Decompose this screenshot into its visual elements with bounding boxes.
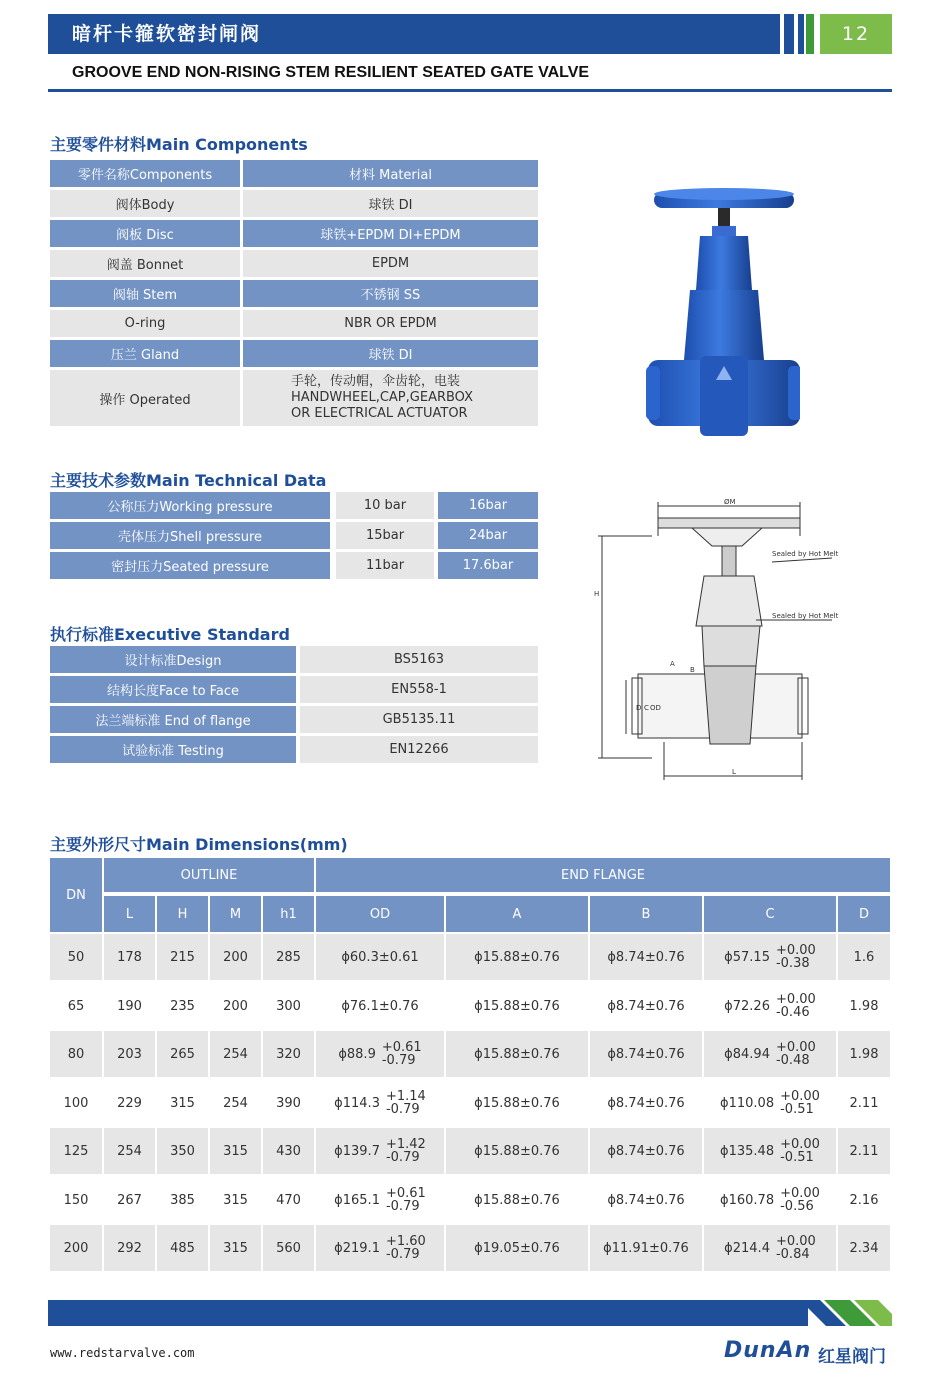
tolerance-lower: -0.84 bbox=[775, 1247, 810, 1262]
dimension-base: ϕ114.3 bbox=[334, 1095, 380, 1111]
component-material bbox=[243, 370, 538, 426]
dimension-cell: 254 bbox=[210, 1080, 261, 1126]
dimension-base: ϕ139.7 bbox=[334, 1143, 380, 1159]
dimension-col-header: L bbox=[104, 896, 155, 932]
dimension-cell: 350 bbox=[157, 1128, 208, 1174]
dimension-base: ϕ160.78 bbox=[720, 1192, 775, 1208]
tolerance bbox=[386, 1235, 426, 1261]
dimension-col-header: A bbox=[446, 896, 588, 932]
tolerance bbox=[780, 1187, 820, 1213]
dimension-cell: ϕ8.74±0.76 bbox=[590, 934, 702, 980]
standard-heading: 执行标准Executive Standard bbox=[50, 625, 290, 644]
dimension-cell: 315 bbox=[210, 1225, 261, 1271]
dimension-cell: 315 bbox=[210, 1177, 261, 1223]
dimension-cell: ϕ8.74±0.76 bbox=[590, 983, 702, 1029]
components-heading: 主要零件材料Main Components bbox=[50, 135, 308, 154]
dimension-cell: ϕ60.3±0.61 bbox=[316, 934, 444, 980]
dimension-cell bbox=[704, 934, 836, 980]
dimension-col-header: M bbox=[210, 896, 261, 932]
drawing-label-od: OD bbox=[650, 704, 661, 712]
dimension-cell bbox=[704, 983, 836, 1029]
dimension-cell: 2.11 bbox=[838, 1080, 890, 1126]
dimension-cell: ϕ19.05±0.76 bbox=[446, 1225, 588, 1271]
tolerance-upper: +0.00 bbox=[775, 1234, 816, 1249]
valve-drawing bbox=[592, 496, 842, 786]
dimension-base: ϕ57.15 bbox=[724, 949, 770, 965]
dimension-cell: 2.34 bbox=[838, 1225, 890, 1271]
dimension-cell: 1.98 bbox=[838, 1031, 890, 1077]
tolerance-lower: -0.79 bbox=[381, 1053, 416, 1068]
dimension-cell: 315 bbox=[210, 1128, 261, 1174]
component-name: 阀轴 Stem bbox=[50, 280, 240, 307]
dimension-cell bbox=[316, 1177, 444, 1223]
component-material: 不锈钢 SS bbox=[243, 280, 538, 307]
standard-value: EN558-1 bbox=[300, 676, 538, 703]
dimension-base: ϕ135.48 bbox=[720, 1143, 775, 1159]
standard-label: 结构长度Face to Face bbox=[50, 676, 296, 703]
components-col-header: 零件名称Components bbox=[50, 160, 240, 187]
dimension-cell: ϕ8.74±0.76 bbox=[590, 1080, 702, 1126]
header-stripe bbox=[784, 14, 794, 54]
dimension-cell: 65 bbox=[50, 983, 102, 1029]
tech-value-16: 16bar bbox=[438, 492, 538, 519]
component-name: O-ring bbox=[50, 310, 240, 337]
dimension-cell: ϕ15.88±0.76 bbox=[446, 1128, 588, 1174]
dimension-cell: 235 bbox=[157, 983, 208, 1029]
header-stripe bbox=[798, 14, 804, 54]
dimension-cell: 254 bbox=[104, 1128, 155, 1174]
component-material: 球铁 DI bbox=[243, 340, 538, 367]
dimension-cell bbox=[704, 1080, 836, 1126]
component-material: 球铁+EPDM DI+EPDM bbox=[243, 220, 538, 247]
tolerance-upper: +0.61 bbox=[381, 1040, 422, 1055]
dimension-cell: ϕ11.91±0.76 bbox=[590, 1225, 702, 1271]
drawing-label-h: H bbox=[594, 590, 600, 598]
dimension-cell: 125 bbox=[50, 1128, 102, 1174]
dimension-cell: ϕ15.88±0.76 bbox=[446, 1177, 588, 1223]
standard-label: 试验标准 Testing bbox=[50, 736, 296, 763]
header-divider bbox=[48, 89, 892, 92]
tolerance-lower: -0.79 bbox=[385, 1199, 420, 1214]
dimension-cell: 200 bbox=[210, 983, 261, 1029]
dimension-base: ϕ165.1 bbox=[334, 1192, 380, 1208]
drawing-label-c: C bbox=[644, 704, 649, 712]
dimensions-heading: 主要外形尺寸Main Dimensions(mm) bbox=[50, 835, 348, 854]
dimension-cell: 485 bbox=[157, 1225, 208, 1271]
dimension-cell: 215 bbox=[157, 934, 208, 980]
component-material: 球铁 DI bbox=[243, 190, 538, 217]
dimension-base: ϕ219.1 bbox=[334, 1240, 380, 1256]
tolerance bbox=[776, 1041, 816, 1067]
dimension-cell bbox=[316, 1031, 444, 1077]
dimension-cell: 80 bbox=[50, 1031, 102, 1077]
tolerance bbox=[386, 1187, 426, 1213]
dimension-cell: 385 bbox=[157, 1177, 208, 1223]
dimension-cell: 390 bbox=[263, 1080, 314, 1126]
dimension-cell bbox=[704, 1177, 836, 1223]
dimension-cell: 560 bbox=[263, 1225, 314, 1271]
dimension-cell: 265 bbox=[157, 1031, 208, 1077]
dimension-cell bbox=[316, 1128, 444, 1174]
tolerance bbox=[386, 1138, 426, 1164]
dimension-col-header: H bbox=[157, 896, 208, 932]
tolerance-lower: -0.51 bbox=[780, 1102, 814, 1117]
tech-value-10: 11bar bbox=[336, 552, 434, 579]
dimension-cell: 2.11 bbox=[838, 1128, 890, 1174]
dimension-base: ϕ72.26 bbox=[724, 998, 770, 1014]
dimension-cell: 178 bbox=[104, 934, 155, 980]
dimension-cell bbox=[316, 1225, 444, 1271]
tolerance bbox=[780, 1138, 820, 1164]
dimension-cell: 100 bbox=[50, 1080, 102, 1126]
dimension-col-header: D bbox=[838, 896, 890, 932]
dimension-cell: 285 bbox=[263, 934, 314, 980]
dimension-cell: ϕ8.74±0.76 bbox=[590, 1177, 702, 1223]
dimension-cell: 470 bbox=[263, 1177, 314, 1223]
dimension-base: ϕ214.4 bbox=[724, 1240, 770, 1256]
tolerance-upper: +0.61 bbox=[385, 1186, 426, 1201]
tolerance bbox=[386, 1090, 426, 1116]
dimension-cell: 300 bbox=[263, 983, 314, 1029]
tolerance-upper: +1.60 bbox=[385, 1234, 426, 1249]
tolerance-lower: -0.79 bbox=[385, 1150, 420, 1165]
dimension-col-header: C bbox=[704, 896, 836, 932]
website-url[interactable]: www.redstarvalve.com bbox=[50, 1346, 195, 1360]
tolerance-lower: -0.79 bbox=[385, 1102, 420, 1117]
dimension-cell: 315 bbox=[157, 1080, 208, 1126]
tolerance bbox=[776, 1235, 816, 1261]
tolerance-lower: -0.38 bbox=[775, 956, 810, 971]
dimension-cell: 200 bbox=[50, 1225, 102, 1271]
dimension-cell: 50 bbox=[50, 934, 102, 980]
drawing-note-1: Sealed by Hot Melt bbox=[772, 550, 839, 558]
dimension-cell: 267 bbox=[104, 1177, 155, 1223]
tech-label: 密封压力Seated pressure bbox=[50, 552, 330, 579]
tolerance-upper: +0.00 bbox=[780, 1089, 820, 1104]
footer-stripes bbox=[800, 1300, 894, 1326]
standard-value: BS5163 bbox=[300, 646, 538, 673]
dimension-cell bbox=[704, 1031, 836, 1077]
tolerance-upper: +0.00 bbox=[780, 1186, 820, 1201]
standard-value: GB5135.11 bbox=[300, 706, 538, 733]
drawing-label-d: D bbox=[636, 704, 642, 712]
dimension-cell: ϕ15.88±0.76 bbox=[446, 1031, 588, 1077]
tolerance-upper: +0.00 bbox=[775, 1040, 816, 1055]
dimension-col-header: B bbox=[590, 896, 702, 932]
tolerance bbox=[776, 944, 816, 970]
technical-heading: 主要技术参数Main Technical Data bbox=[50, 471, 327, 490]
dimension-base: ϕ88.9 bbox=[338, 1046, 376, 1062]
dn-header: DN bbox=[50, 858, 102, 932]
tolerance-lower: -0.46 bbox=[775, 1005, 810, 1020]
dimension-cell: ϕ15.88±0.76 bbox=[446, 1080, 588, 1126]
component-material: NBR OR EPDM bbox=[243, 310, 538, 337]
component-name: 阀体Body bbox=[50, 190, 240, 217]
dimension-cell: ϕ8.74±0.76 bbox=[590, 1128, 702, 1174]
brand-logo-cn: 红星阀门 bbox=[818, 1347, 886, 1367]
drawing-label-b: B bbox=[690, 666, 695, 674]
tolerance-upper: +0.00 bbox=[775, 992, 816, 1007]
footer-bar bbox=[48, 1300, 808, 1326]
dimension-cell bbox=[704, 1225, 836, 1271]
dimension-cell: 320 bbox=[263, 1031, 314, 1077]
valve-photo bbox=[640, 180, 800, 450]
dimension-cell: 150 bbox=[50, 1177, 102, 1223]
drawing-label-a: A bbox=[670, 660, 675, 668]
tech-value-16: 24bar bbox=[438, 522, 538, 549]
component-name: 压兰 Gland bbox=[50, 340, 240, 367]
dimension-cell: 430 bbox=[263, 1128, 314, 1174]
header-stripe-green bbox=[806, 14, 814, 54]
component-material: EPDM bbox=[243, 250, 538, 277]
dimension-cell: 1.6 bbox=[838, 934, 890, 980]
dimension-cell: ϕ15.88±0.76 bbox=[446, 934, 588, 980]
dimension-cell bbox=[704, 1128, 836, 1174]
component-name: 阀盖 Bonnet bbox=[50, 250, 240, 277]
brand-logo: DunAn bbox=[724, 1338, 812, 1363]
dimension-cell: 190 bbox=[104, 983, 155, 1029]
drawing-label-l: L bbox=[732, 768, 736, 776]
tolerance bbox=[776, 993, 816, 1019]
outline-header: OUTLINE bbox=[104, 858, 314, 892]
standard-label: 法兰端标准 End of flange bbox=[50, 706, 296, 733]
tolerance-lower: -0.79 bbox=[385, 1247, 420, 1262]
page-subtitle: GROOVE END NON-RISING STEM RESILIENT SEATED GATE VALVE bbox=[72, 64, 590, 81]
dimension-cell bbox=[316, 1080, 444, 1126]
tolerance-lower: -0.56 bbox=[780, 1199, 814, 1214]
dimension-cell: 200 bbox=[210, 934, 261, 980]
tolerance bbox=[382, 1041, 422, 1067]
tolerance-lower: -0.48 bbox=[775, 1053, 810, 1068]
dimension-cell: 254 bbox=[210, 1031, 261, 1077]
page-title-cn: 暗杆卡箍软密封闸阀 bbox=[72, 23, 262, 45]
dimension-cell: ϕ8.74±0.76 bbox=[590, 1031, 702, 1077]
operated-line: HANDWHEEL,CAP,GEARBOX bbox=[291, 390, 473, 405]
standard-value: EN12266 bbox=[300, 736, 538, 763]
component-name: 操作 Operated bbox=[50, 370, 240, 426]
drawing-note-2: Sealed by Hot Melt bbox=[772, 612, 839, 620]
dimension-cell: ϕ76.1±0.76 bbox=[316, 983, 444, 1029]
end-flange-header: END FLANGE bbox=[316, 858, 890, 892]
dimension-cell: ϕ15.88±0.76 bbox=[446, 983, 588, 1029]
dimension-col-header: OD bbox=[316, 896, 444, 932]
tech-label: 壳体压力Shell pressure bbox=[50, 522, 330, 549]
tolerance bbox=[780, 1090, 820, 1116]
tolerance-upper: +1.14 bbox=[385, 1089, 426, 1104]
dimension-base: ϕ110.08 bbox=[720, 1095, 775, 1111]
tech-label: 公称压力Working pressure bbox=[50, 492, 330, 519]
operated-line: 手轮，传动帽，伞齿轮，电装 bbox=[291, 374, 461, 389]
tolerance-lower: -0.51 bbox=[780, 1150, 814, 1165]
dimension-cell: 203 bbox=[104, 1031, 155, 1077]
dimension-base: ϕ84.94 bbox=[724, 1046, 770, 1062]
dimension-col-header: h1 bbox=[263, 896, 314, 932]
tech-value-16: 17.6bar bbox=[438, 552, 538, 579]
tolerance-upper: +0.00 bbox=[780, 1137, 820, 1152]
dimension-cell: 2.16 bbox=[838, 1177, 890, 1223]
dimension-cell: 229 bbox=[104, 1080, 155, 1126]
components-col-header: 材料 Material bbox=[243, 160, 538, 187]
standard-label: 设计标准Design bbox=[50, 646, 296, 673]
dimension-cell: 292 bbox=[104, 1225, 155, 1271]
dimension-cell: 1.98 bbox=[838, 983, 890, 1029]
drawing-label-om: ØM bbox=[724, 498, 736, 506]
tech-value-10: 10 bar bbox=[336, 492, 434, 519]
tolerance-upper: +1.42 bbox=[385, 1137, 426, 1152]
operated-line: OR ELECTRICAL ACTUATOR bbox=[291, 406, 468, 421]
tech-value-10: 15bar bbox=[336, 522, 434, 549]
tolerance-upper: +0.00 bbox=[775, 943, 816, 958]
component-name: 阀板 Disc bbox=[50, 220, 240, 247]
page-number: 12 bbox=[820, 14, 892, 54]
